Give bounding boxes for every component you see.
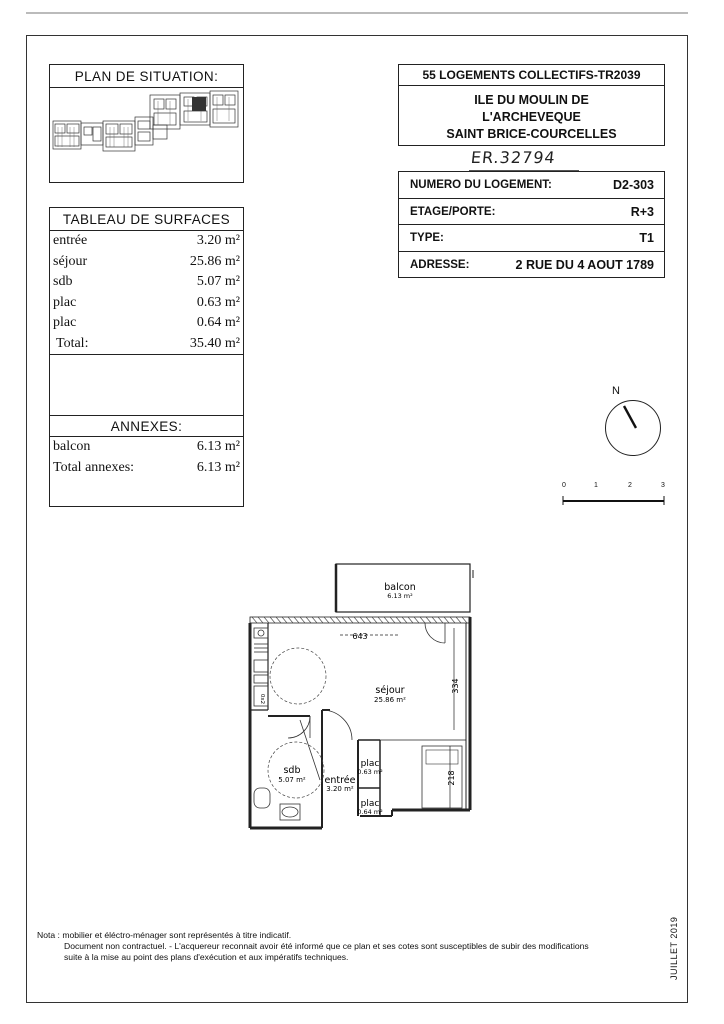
balcon-label: balcon: [384, 582, 416, 593]
document-date: JUILLET 2019: [669, 916, 679, 980]
scale-tick-label: 3: [661, 482, 665, 489]
floor-plan: [240, 560, 490, 835]
surface-value: 0.63 m²: [196, 294, 240, 310]
plac1-label: plac: [360, 759, 380, 769]
surface-row-plac-1: [50, 293, 243, 314]
annexe-value: 6.13 m²: [196, 439, 240, 454]
project-box: [398, 64, 665, 146]
project-line-2: L'ARCHEVEQUE: [482, 110, 581, 124]
handwritten-reference: ER.32794: [470, 148, 557, 167]
annexe-row-total: [50, 458, 243, 479]
scale-tick-label: 1: [594, 482, 598, 489]
note-line-3: suite à la mise au point des plans d'exécution et aux impératifs techniques.: [64, 952, 349, 962]
annexe-total-value: 6.13 m²: [196, 459, 240, 475]
sdb-area: 5.07 m²: [278, 776, 306, 784]
plac1-area: 0.63 m²: [357, 768, 383, 776]
surface-row-entree: [50, 231, 243, 252]
surface-label: plac: [53, 294, 77, 310]
scale-tick-label: 0: [562, 482, 566, 489]
logement-value: R+3: [630, 204, 654, 219]
logement-key: NUMERO DU LOGEMENT:: [410, 179, 552, 191]
situation-highlight: [192, 97, 206, 111]
annexes-section: [50, 415, 243, 478]
logement-row-etage: [399, 199, 664, 226]
note-line-2: Document non contractuel. - L'acquereur reconnait avoir été informé que ce plan et ses cotes sont susceptibles de subir des modifications: [64, 941, 589, 951]
surface-label: entrée: [53, 233, 88, 248]
surface-label: plac: [53, 315, 77, 330]
surface-row-total: [50, 334, 243, 356]
annexe-total-label: Total annexes:: [53, 459, 135, 475]
annexe-label: balcon: [53, 439, 91, 454]
annexe-row-balcon: [50, 437, 243, 458]
surface-table-title: TABLEAU DE SURFACES: [50, 208, 243, 231]
scale-tick-label: 2: [628, 482, 632, 489]
dim-bed: 218: [447, 770, 456, 786]
logement-value: T1: [639, 231, 654, 245]
surface-total-value: 35.40 m²: [189, 335, 240, 351]
scale-bar: [562, 482, 666, 512]
logement-key: TYPE:: [410, 232, 444, 244]
surface-row-plac-2: [50, 313, 243, 334]
project-line-1: ILE DU MOULIN DE: [474, 93, 589, 107]
sdb-label: sdb: [283, 765, 301, 776]
compass-north-label: N: [612, 385, 620, 397]
logement-value: D2-303: [613, 178, 654, 192]
situation-plan-box: [49, 64, 244, 183]
logement-table: [398, 171, 665, 278]
plac2-label: plac: [360, 799, 380, 809]
dim-width: 643: [352, 632, 368, 641]
bed: [422, 746, 462, 808]
disclaimer-note: [37, 930, 657, 963]
project-line-3: SAINT BRICE-COURCELLES: [446, 127, 617, 141]
entree-label: entrée: [324, 775, 356, 786]
plac2-area: 0.64 m²: [357, 808, 383, 816]
sejour-area: 25.86 m²: [374, 696, 406, 704]
situation-title: PLAN DE SITUATION:: [50, 65, 243, 88]
balcon-area: 6.13 m²: [387, 592, 413, 600]
surface-label: séjour: [53, 253, 88, 269]
surface-row-sejour: [50, 252, 243, 273]
logement-key: ETAGE/PORTE:: [410, 205, 496, 218]
scan-edge-line: [26, 12, 688, 14]
sejour-label: séjour: [375, 685, 405, 696]
logement-key: ADRESSE:: [410, 258, 470, 271]
situation-map: [50, 87, 243, 182]
logement-row-adresse: [399, 252, 664, 279]
compass-icon: [605, 400, 661, 456]
surface-value: 5.07 m²: [196, 274, 240, 289]
logement-row-numero: [399, 172, 664, 199]
surface-value: 3.20 m²: [196, 233, 240, 248]
note-line-1: Nota : mobilier et éléctro-ménager sont représentés à titre indicatif.: [37, 930, 292, 940]
entree-area: 3.20 m²: [326, 785, 354, 793]
logement-row-type: [399, 225, 664, 252]
surface-table: [49, 207, 244, 507]
surface-value: 25.86 m²: [189, 253, 240, 269]
surface-row-sdb: [50, 272, 243, 293]
appliance-label: 0x2: [259, 693, 265, 705]
project-address: [399, 86, 664, 143]
surface-total-label: Total:: [56, 335, 89, 351]
project-header: 55 LOGEMENTS COLLECTIFS-TR2039: [399, 65, 664, 86]
dim-depth: 334: [451, 678, 460, 694]
surface-label: sdb: [53, 274, 73, 289]
annexes-title: ANNEXES:: [50, 415, 243, 437]
surface-value: 0.64 m²: [196, 315, 240, 330]
logement-value: 2 RUE DU 4 AOUT 1789: [515, 257, 654, 272]
